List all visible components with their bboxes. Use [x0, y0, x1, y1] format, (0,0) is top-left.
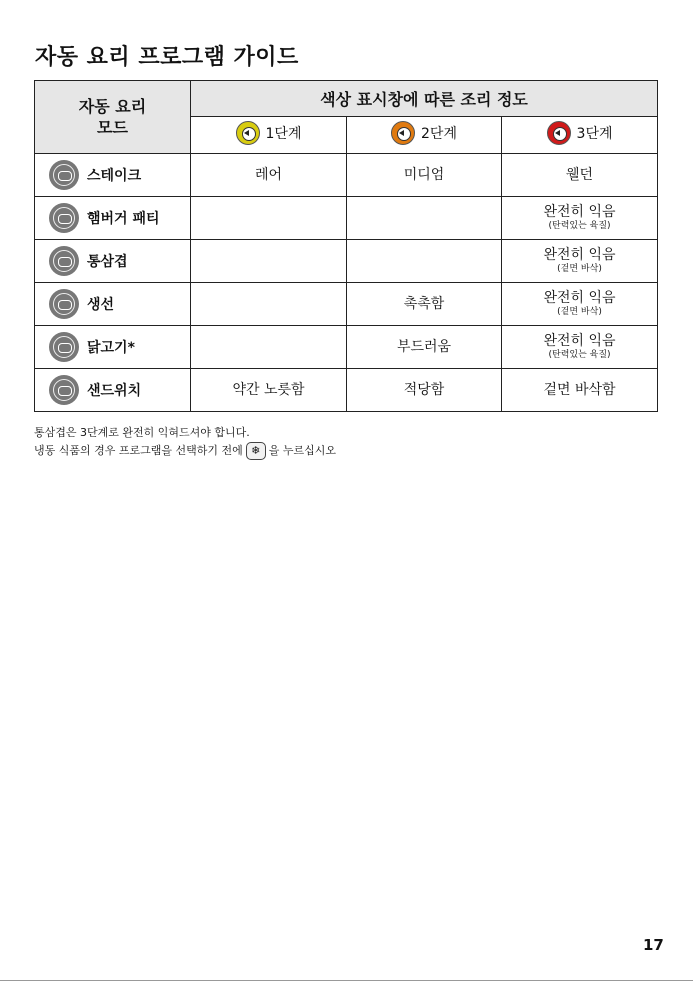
cell-text: 촉촉함	[403, 296, 445, 312]
mode-label: 샌드위치	[87, 383, 142, 399]
mode-cell	[35, 369, 191, 412]
hamburger-patty-icon	[49, 203, 79, 233]
cell-text: 겉면 바삭함	[543, 382, 616, 398]
stage3-cell	[502, 154, 658, 197]
stage1-cell	[191, 240, 347, 283]
stage1-cell	[191, 326, 347, 369]
stage3-cell	[502, 326, 658, 369]
stage1-cell	[191, 369, 347, 412]
cell-text: 웰던	[565, 167, 594, 183]
page-title: 자동 요리 프로그램 가이드	[35, 45, 299, 70]
stage2-cell	[347, 197, 502, 240]
mode-cell	[35, 154, 191, 197]
cell-text: 완전히 익음	[543, 204, 616, 220]
mode-label: 햄버거 패티	[87, 211, 160, 227]
stage1-cell	[191, 154, 347, 197]
mode-header-line1: 자동 요리	[78, 97, 147, 116]
pork-belly-icon	[49, 246, 79, 276]
mode-cell	[35, 326, 191, 369]
cell-text: 적당함	[403, 382, 445, 398]
sandwich-icon	[49, 375, 79, 405]
mode-column-header	[35, 81, 191, 154]
stage-header-1	[191, 117, 347, 154]
cell-text: 약간 노릇함	[232, 382, 305, 398]
stage2-cell	[347, 326, 502, 369]
stage2-cell	[347, 154, 502, 197]
cell-text: 레어	[254, 167, 283, 183]
page-number: 17	[643, 936, 664, 954]
mode-label: 통삼겹	[87, 254, 128, 270]
note-line-2	[34, 442, 336, 460]
doneness-header: 색상 표시창에 따른 조리 정도	[191, 81, 658, 117]
cell-text: 완전히 익음	[543, 247, 616, 263]
cell-subtext: (겉면 바삭)	[557, 307, 602, 317]
table-row	[35, 283, 658, 326]
cell-subtext: (겉면 바삭)	[557, 264, 602, 274]
stage3-cell	[502, 369, 658, 412]
stage-label: 1단계	[265, 126, 302, 142]
stage1-cell	[191, 283, 347, 326]
mode-label: 닭고기*	[87, 340, 135, 356]
mode-header-line2: 모드	[97, 118, 128, 137]
note-text: 을 누르십시오	[268, 444, 337, 457]
steak-icon	[49, 160, 79, 190]
mode-label: 생선	[87, 297, 115, 313]
table-row	[35, 369, 658, 412]
auto-cook-guide-table	[34, 80, 658, 412]
snowflake-icon: ❄	[251, 444, 261, 457]
footer-divider	[0, 980, 693, 981]
cell-text: 부드러움	[396, 339, 452, 355]
stage3-cell	[502, 197, 658, 240]
table-row	[35, 197, 658, 240]
freeze-button-icon	[246, 442, 266, 460]
stage-label: 2단계	[421, 126, 457, 142]
cell-text: 완전히 익음	[543, 333, 616, 349]
level-indicator-icon	[391, 121, 415, 145]
mode-cell	[35, 240, 191, 283]
stage-label: 3단계	[576, 126, 613, 142]
cell-subtext: (탄력있는 육질)	[548, 221, 611, 231]
chicken-icon	[49, 332, 79, 362]
note-text: 냉동 식품의 경우 프로그램을 선택하기 전에	[34, 444, 243, 457]
stage-header-3	[502, 117, 658, 154]
stage1-cell	[191, 197, 347, 240]
mode-label: 스테이크	[87, 168, 142, 184]
level-indicator-icon	[547, 121, 571, 145]
table-row	[35, 154, 658, 197]
stage-header-2	[347, 117, 502, 154]
mode-cell	[35, 197, 191, 240]
stage3-cell	[502, 240, 658, 283]
table-row	[35, 240, 658, 283]
stage2-cell	[347, 240, 502, 283]
stage2-cell	[347, 283, 502, 326]
cell-text: 미디엄	[403, 167, 445, 183]
mode-cell	[35, 283, 191, 326]
stage3-cell	[502, 283, 658, 326]
cell-subtext: (탄력있는 육질)	[548, 350, 611, 360]
cell-text: 완전히 익음	[543, 290, 616, 306]
note-line-1: 통삼겹은 3단계로 완전히 익혀드셔야 합니다.	[34, 426, 250, 439]
level-indicator-icon	[236, 121, 260, 145]
fish-icon	[49, 289, 79, 319]
stage2-cell	[347, 369, 502, 412]
notes	[34, 424, 336, 460]
table-row	[35, 326, 658, 369]
